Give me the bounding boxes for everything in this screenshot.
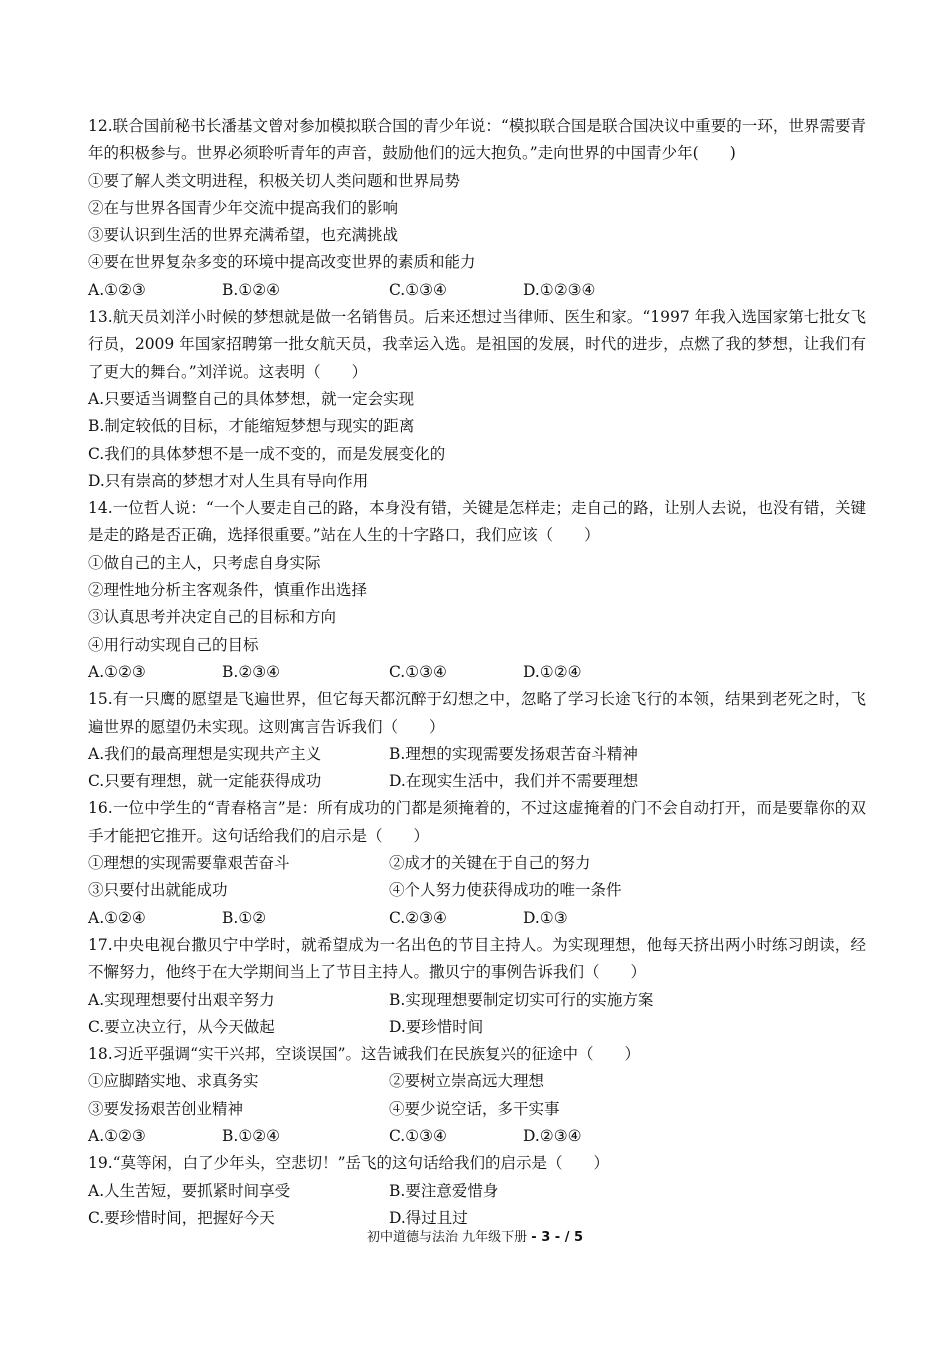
item-3: ③要发扬艰苦创业精神 (88, 1099, 244, 1118)
question-16-items-row-2 (88, 877, 866, 904)
option-a: A.①②③ (88, 280, 146, 299)
option-d: D.①②④ (523, 662, 582, 681)
option-a: A.人生苦短，要抓紧时间享受 (88, 1181, 291, 1200)
option-b: B.①② (222, 908, 267, 927)
question-15-options-row-2 (88, 768, 866, 795)
question-15-options-row-1 (88, 741, 866, 768)
option-d: D.得过且过 (389, 1208, 468, 1227)
question-18-items-row-1 (88, 1068, 866, 1095)
question-12-options (88, 277, 866, 304)
item-1: ①应脚踏实地、求真务实 (88, 1072, 259, 1091)
option-d: D.①③ (523, 908, 568, 927)
item-2: ②要树立崇高远大理想 (389, 1072, 545, 1091)
question-14-item-2: ②理性地分析主客观条件，慎重作出选择 (88, 581, 368, 600)
question-19-options-row-1 (88, 1178, 866, 1205)
question-14-item-4: ④用行动实现自己的目标 (88, 635, 259, 654)
question-19-stem: 19.“莫等闲，白了少年头，空悲切！”岳飞的这句话给我们的启示是（ ） (88, 1154, 610, 1173)
option-d: D.①②③④ (523, 280, 596, 299)
question-12-item-3: ③要认识到生活的世界充满希望，也充满挑战 (88, 226, 399, 245)
page-footer (0, 1228, 950, 1248)
option-a: A.①②③ (88, 662, 146, 681)
item-4: ④个人努力使获得成功的唯一条件 (389, 881, 622, 900)
question-14-item-1: ①做自己的主人，只考虑自身实际 (88, 553, 321, 572)
option-d: D.在现实生活中，我们并不需要理想 (389, 772, 639, 791)
option-c: C.①③④ (389, 1126, 447, 1145)
item-1: ①理想的实现需要靠艰苦奋斗 (88, 854, 290, 873)
item-3: ③只要付出就能成功 (88, 881, 228, 900)
item-2: ②成才的关键在于自己的努力 (389, 854, 591, 873)
option-a: A.①②④ (88, 908, 146, 927)
footer-page-number: - 3 - / 5 (531, 1230, 584, 1245)
question-12-item-2: ②在与世界各国青少年交流中提高我们的影响 (88, 198, 399, 217)
question-12-item-1: ①要了解人类文明进程，积极关切人类问题和世界局势 (88, 171, 461, 190)
question-13-option-c: C.我们的具体梦想不是一成不变的，而是发展变化的 (88, 444, 446, 463)
question-16-items-row-1 (88, 850, 866, 877)
question-12-item-4: ④要在世界复杂多变的环境中提高改变世界的素质和能力 (88, 253, 476, 272)
question-17-options-row-1 (88, 987, 866, 1014)
option-d: D.②③④ (523, 1126, 582, 1145)
question-13-stem: 13.航天员刘洋小时候的梦想就是做一名销售员。后来还想过当律师、医生和家。“1997 年我入选国家第七批女飞行员，2009 年国家招聘第一批女航天员，我幸运入选。是祖国的发展，时代的进步，点燃了我的梦想，让我们有了更大的舞台。”刘洋说。这表明（ ） (88, 308, 866, 381)
question-15-stem: 15.有一只鹰的愿望是飞遍世界，但它每天都沉醉于幻想之中，忽略了学习长途飞行的本领，结果到老死之时，飞遍世界的愿望仍未实现。这则寓言告诉我们（ ） (88, 690, 866, 736)
question-14-item-3: ③认真思考并决定自己的目标和方向 (88, 608, 337, 627)
option-a: A.实现理想要付出艰辛努力 (88, 990, 275, 1009)
item-4: ④要少说空话，多干实事 (389, 1099, 560, 1118)
option-a: A.我们的最高理想是实现共产主义 (88, 744, 322, 763)
option-c: C.要立决立行，从今天做起 (88, 1017, 275, 1036)
exam-page (88, 113, 866, 1232)
question-18-options (88, 1123, 866, 1150)
footer-subject: 初中道德与法治 (366, 1230, 458, 1245)
option-b: B.实现理想要制定切实可行的实施方案 (389, 990, 654, 1009)
question-17-stem: 17.中央电视台撒贝宁中学时，就希望成为一名出色的节目主持人。为实现理想，他每天挤出两小时练习朗读，经不懈努力，他终于在大学期间当上了节目主持人。撒贝宁的事例告诉我们（ ） (88, 935, 866, 982)
option-d: D.要珍惜时间 (389, 1017, 484, 1036)
footer-grade: 九年级下册 (462, 1230, 528, 1245)
question-13-option-d: D.只有崇高的梦想才对人生具有导向作用 (88, 471, 369, 490)
option-b: B.①②④ (222, 1126, 281, 1145)
question-14-options (88, 659, 866, 686)
option-b: B.理想的实现需要发扬艰苦奋斗精神 (389, 744, 638, 763)
question-13-option-b: B.制定较低的目标，才能缩短梦想与现实的距离 (88, 417, 415, 436)
question-16-options (88, 905, 866, 932)
question-16-stem: 16.一位中学生的“青春格言”是：所有成功的门都是须掩着的，不过这虚掩着的门不会自动打开，而是要靠你的双手才能把它推开。这句话给我们的启示是（ ） (88, 799, 866, 845)
option-c: C.要珍惜时间，把握好今天 (88, 1208, 275, 1227)
option-c: C.①③④ (389, 662, 447, 681)
question-18-items-row-2 (88, 1096, 866, 1123)
question-17-options-row-2 (88, 1014, 866, 1041)
option-b: B.①②④ (222, 280, 281, 299)
option-c: C.①③④ (389, 280, 447, 299)
question-12-stem: 12.联合国前秘书长潘基文曾对参加模拟联合国的青少年说：“模拟联合国是联合国决议中重要的一环，世界需要青年的积极参与。世界必须聆听青年的声音，鼓励他们的远大抱负。”走向世界的中国青少年( ) (88, 117, 866, 163)
option-b: B.②③④ (222, 662, 281, 681)
question-14-stem: 14.一位哲人说：“一个人要走自己的路，本身没有错，关键是怎样走；走自己的路，让别人去说，也没有错，关键是走的路是否正确，选择很重要。”站在人生的十字路口，我们应该（ ） (88, 499, 866, 545)
question-18-stem: 18.习近平强调“实干兴邦，空谈误国”。这告诫我们在民族复兴的征途中（ ） (88, 1045, 641, 1064)
option-c: C.②③④ (389, 908, 447, 927)
option-a: A.①②③ (88, 1126, 146, 1145)
option-b: B.要注意爱惜身 (389, 1181, 499, 1200)
question-13-option-a: A.只要适当调整自己的具体梦想，就一定会实现 (88, 389, 415, 408)
option-c: C.只要有理想，就一定能获得成功 (88, 772, 322, 791)
